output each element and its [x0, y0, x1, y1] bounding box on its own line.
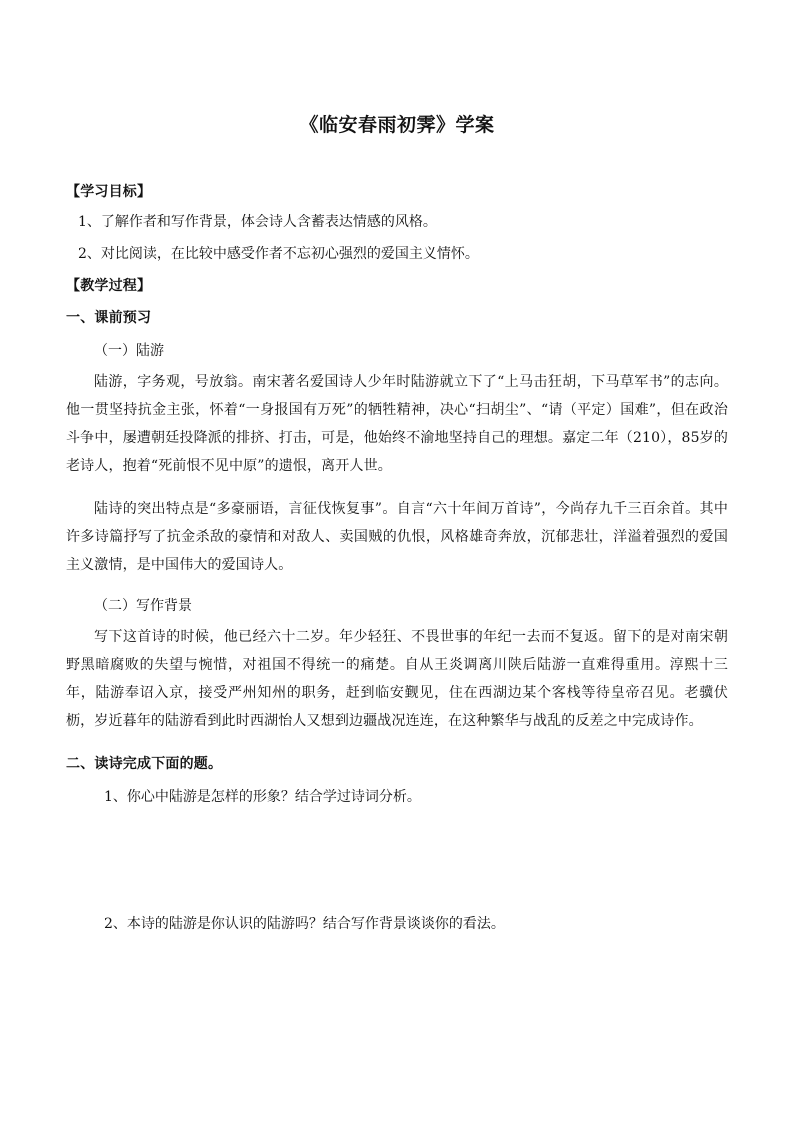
question-one-answer-space[interactable]	[66, 815, 728, 907]
poetry-features-paragraph: 陆诗的突出特点是“多豪丽语，言征伐恢复事”。自言“六十年间万首诗”，今尚存九千三百余首。其中许多诗篇抒写了抗金杀敌的豪情和对敌人、卖国贼的仇恨，风格雄奇奔放，沉郁悲壮，洋溢着强烈的爱国主义激情，是中国伟大的爱国诗人。	[66, 501, 728, 573]
writing-background-subheading: （二）写作背景	[94, 598, 192, 614]
objective-two: 2、对比阅读，在比较中感受作者不忘初心强烈的爱国主义情怀。	[78, 246, 479, 262]
teaching-process-heading: 【教学过程】	[66, 278, 152, 294]
reading-questions-heading: 二、读诗完成下面的题。	[66, 756, 223, 772]
question-two-answer-space[interactable]	[66, 942, 728, 1092]
preview-section-heading: 一、课前预习	[66, 310, 152, 326]
lu-you-subheading: （一）陆游	[94, 343, 164, 359]
question-one: 1、你心中陆游是怎样的形象？结合学过诗词分析。	[104, 789, 421, 805]
learning-objectives-heading: 【学习目标】	[66, 184, 152, 200]
document-title: 《临安春雨初霁》学案	[299, 114, 495, 136]
writing-background-paragraph: 写下这首诗的时候，他已经六十二岁。年少轻狂、不畏世事的年纪一去而不复返。留下的是对南宋朝野黑暗腐败的失望与惋惜，对祖国不得统一的痛楚。自从王炎调离川陕后陆游一直难得重用。淳熙十三年，陆游奉诏入京，接受严州知州的职务，赶到临安觐见，住在西湖边某个客栈等待皇帝召见。老骥伏枥，岁近暮年的陆游看到此时西湖怡人又想到边疆战况连连，在这种繁华与战乱的反差之中完成诗作。	[66, 629, 728, 729]
lu-you-biography-paragraph: 陆游，字务观，号放翁。南宋著名爱国诗人少年时陆游就立下了“上马击狂胡，下马草军书”的志向。他一贯坚持抗金主张，怀着“一身报国有万死”的牺牲精神，决心“扫胡尘”、“请（平定）国难”，但在政治斗争中，屡遭朝廷投降派的排挤、打击，可是，他始终不渝地坚持自己的理想。嘉定二年（210），85岁的老诗人，抱着“死前恨不见中原”的遗恨，离开人世。	[66, 374, 728, 474]
question-two: 2、本诗的陆游是你认识的陆游吗？结合写作背景谈谈你的看法。	[104, 916, 505, 932]
objective-one: 1、了解作者和写作背景，体会诗人含蓄表达情感的风格。	[78, 214, 437, 230]
